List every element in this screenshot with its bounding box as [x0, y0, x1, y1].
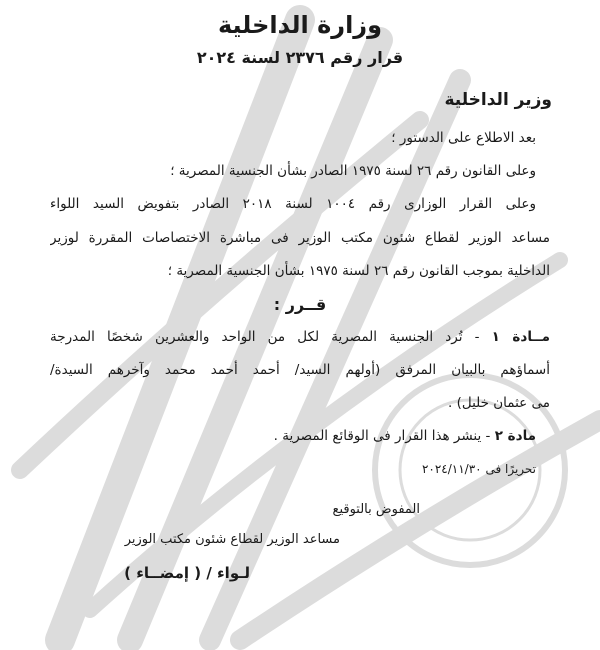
- article-2-line: [50, 426, 536, 446]
- decided-heading: قــرر :: [273, 295, 327, 314]
- preamble-line-4: مساعد الوزير لقطاع شئون مكتب الوزير فى مباشرة الاختصاصات المقررة لوزير: [50, 230, 550, 246]
- article-1-line-1: [50, 327, 550, 347]
- article-2-label: مادة ٢: [494, 428, 536, 444]
- preamble-line-2: وعلى القانون رقم ٢٦ لسنة ١٩٧٥ الصادر بشأن الجنسية المصرية ؛: [170, 163, 536, 179]
- decree-number: قرار رقم ٢٣٧٦ لسنة ٢٠٢٤: [196, 48, 404, 67]
- article-1-text: - تُرد الجنسية المصرية لكل من الواحد والعشرين شخصًا المدرجة: [50, 329, 492, 345]
- ministry-title: وزارة الداخلية: [217, 11, 383, 39]
- article-1-label: مــادة ١: [491, 329, 550, 345]
- preamble-line-1: بعد الاطلاع على الدستور ؛: [391, 130, 536, 146]
- preamble-line-5: الداخلية بموجب القانون رقم ٢٦ لسنة ١٩٧٥ بشأن الجنسية المصرية ؛: [167, 263, 550, 279]
- issuer-title: وزير الداخلية: [444, 90, 552, 110]
- article-1-line-2: أسماؤهم بالبيان المرفق (أولهم السيد/ أحمد أحمد محمد وآخرهم السيدة/: [50, 362, 550, 378]
- article-1-line-3: مى عثمان خليل) .: [448, 395, 550, 411]
- signature-delegate: المفوض بالتوقيع: [332, 502, 420, 517]
- signature-name: لـواء / ( إمضــاء ): [124, 564, 250, 582]
- preamble-line-3: وعلى القرار الوزارى رقم ١٠٠٤ لسنة ٢٠١٨ الصادر بتفويض السيد اللواء: [50, 196, 536, 212]
- decree-date: تحريرًا فى ٢٠٢٤/١١/٣٠: [421, 462, 536, 476]
- article-2-text: - ينشر هذا القرار فى الوقائع المصرية .: [273, 428, 495, 444]
- signature-title: مساعد الوزير لقطاع شئون مكتب الوزير: [124, 532, 340, 547]
